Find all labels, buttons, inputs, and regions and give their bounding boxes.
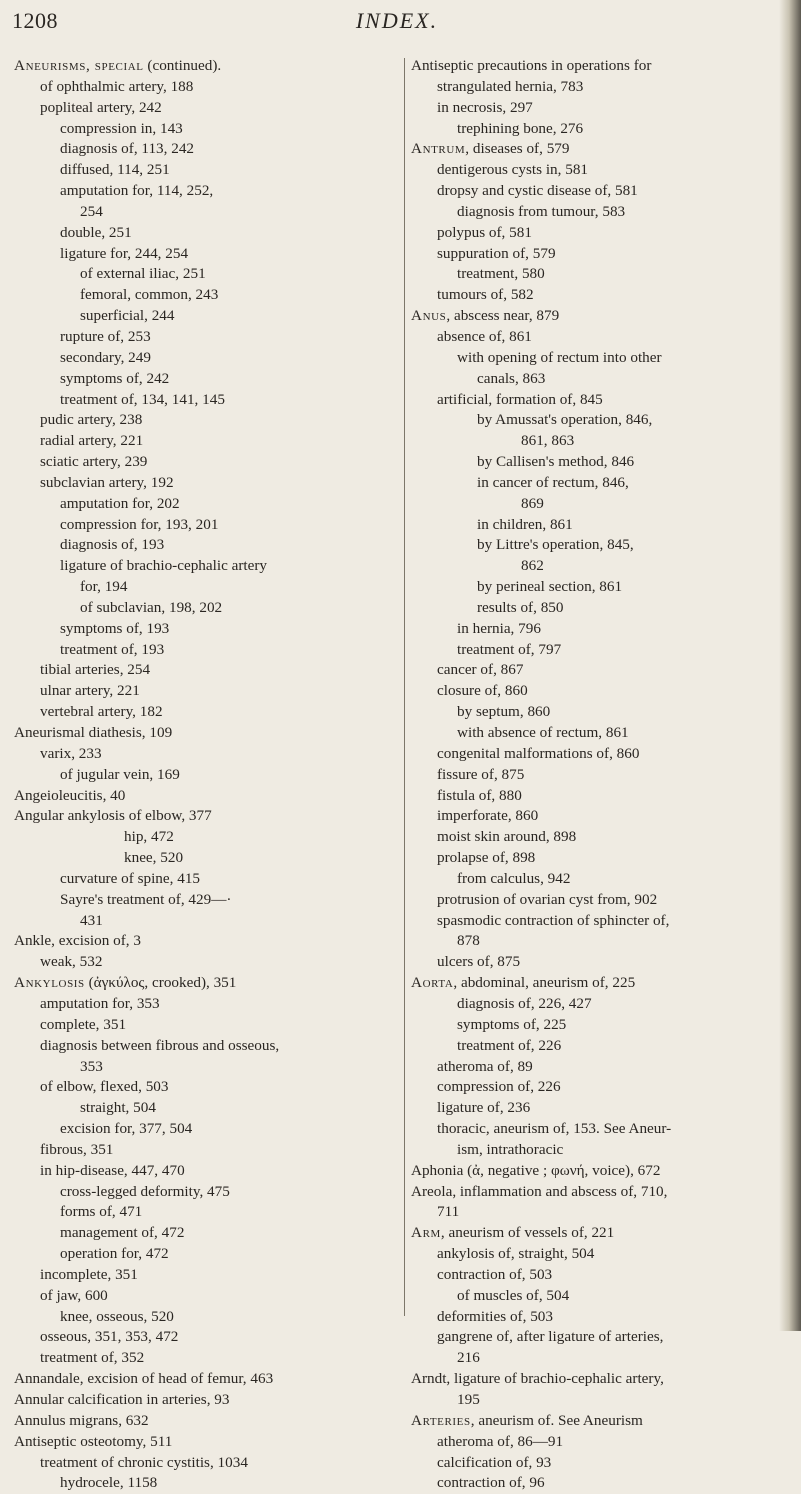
index-entry-text: amputation for, 202	[60, 494, 180, 512]
index-entry	[14, 494, 402, 515]
index-entry-text: diagnosis of, 193	[60, 536, 165, 554]
index-entry-text: Arndt, ligature of brachio-cephalic artery,	[411, 1370, 664, 1388]
index-entry	[411, 765, 791, 786]
index-entry	[411, 1036, 791, 1057]
index-entry	[411, 244, 791, 265]
index-entry-text: contraction of, 96	[437, 1474, 545, 1492]
index-entry	[14, 744, 402, 765]
index-entry	[14, 1098, 402, 1119]
index-entry-text: treatment of, 797	[457, 640, 562, 658]
index-entry	[14, 1140, 402, 1161]
index-entry-text: radial artery, 221	[40, 432, 144, 450]
index-entry-text: of ophthalmic artery, 188	[40, 77, 194, 95]
index-entry	[14, 390, 402, 411]
index-entry	[14, 98, 402, 119]
index-entry-text: trephining bone, 276	[457, 119, 584, 137]
index-entry	[411, 223, 791, 244]
index-entry	[411, 515, 791, 536]
index-entry	[411, 1057, 791, 1078]
index-entry	[14, 244, 402, 265]
index-entry-text: , diseases of, 579	[465, 140, 570, 158]
index-entry-text: with absence of rectum, 861	[457, 724, 629, 741]
index-heading: Ankylosis	[14, 974, 85, 992]
index-entry	[411, 848, 791, 869]
index-entry-text: diagnosis between fibrous and osseous,	[40, 1036, 280, 1054]
index-entry	[14, 869, 402, 890]
index-entry	[14, 931, 402, 952]
index-entry-text: Annular calcification in arteries, 93	[14, 1391, 230, 1408]
index-column-left	[14, 56, 402, 1494]
index-entry-text: dentigerous cysts in, 581	[437, 161, 589, 179]
index-entry	[411, 160, 791, 181]
index-entry-text: symptoms of, 242	[60, 369, 170, 387]
index-entry	[14, 1077, 402, 1098]
index-entry-text: treatment of chronic cystitis, 1034	[40, 1453, 248, 1471]
index-entry-text: 353	[80, 1057, 103, 1075]
index-entry-text: ligature of, 236	[437, 1099, 531, 1117]
index-entry	[14, 723, 402, 744]
index-entry-text: diagnosis of, 226, 427	[457, 994, 592, 1012]
index-entry	[411, 1369, 791, 1390]
index-entry	[411, 306, 791, 327]
index-entry	[411, 535, 791, 556]
index-entry	[14, 348, 402, 369]
index-entry	[14, 681, 402, 702]
index-entry-text: fistula of, 880	[437, 786, 522, 804]
index-entry-text: by Littre's operation, 845,	[477, 536, 634, 554]
index-entry-text: 861, 863	[521, 432, 575, 450]
index-entry	[411, 1098, 791, 1119]
index-entry	[14, 1119, 402, 1140]
index-entry-text: ligature for, 244, 254	[60, 244, 189, 262]
index-entry-text: hydrocele, 1158	[60, 1474, 158, 1492]
index-entry	[14, 160, 402, 181]
index-entry	[14, 327, 402, 348]
index-entry	[411, 473, 791, 494]
index-entry-text: symptoms of, 193	[60, 619, 170, 637]
index-entry	[14, 1473, 402, 1494]
index-entry	[411, 1265, 791, 1286]
column-divider	[404, 58, 405, 1316]
index-entry-text: hip, 472	[124, 828, 174, 846]
index-entry	[411, 1161, 791, 1182]
index-entry	[14, 77, 402, 98]
index-entry-text: forms of, 471	[60, 1203, 143, 1221]
index-entry-text: sciatic artery, 239	[40, 453, 148, 471]
index-entry-text: (ἀγκύλος, crooked), 351	[84, 974, 237, 992]
index-entry	[14, 202, 402, 223]
index-entry	[411, 1140, 791, 1161]
index-entry-text: treatment of, 193	[60, 640, 165, 658]
index-entry	[14, 1057, 402, 1078]
index-entry	[411, 327, 791, 348]
index-entry-text: compression for, 193, 201	[60, 515, 219, 533]
index-entry-text: compression in, 143	[60, 119, 183, 137]
index-entry-text: protrusion of ovarian cyst from, 902	[437, 890, 658, 908]
index-entry	[14, 786, 402, 807]
index-heading: Arm	[411, 1224, 441, 1242]
index-entry-text: gangrene of, after ligature of arteries,	[437, 1328, 664, 1346]
index-entry	[14, 598, 402, 619]
index-heading: Anus	[411, 307, 447, 325]
index-entry-text: by Amussat's operation, 846,	[477, 411, 653, 429]
index-entry	[14, 890, 402, 911]
index-entry	[14, 264, 402, 285]
index-entry	[411, 1015, 791, 1036]
index-entry-text: ism, intrathoracic	[457, 1140, 564, 1158]
index-entry	[411, 640, 791, 661]
index-entry	[411, 806, 791, 827]
index-entry-text: femoral, common, 243	[80, 286, 219, 304]
index-entry	[411, 390, 791, 411]
index-entry-text: diffused, 114, 251	[60, 161, 170, 179]
index-entry	[14, 1411, 402, 1432]
index-entry	[14, 952, 402, 973]
index-entry	[14, 139, 402, 160]
index-entry-text: Aneurismal diathesis, 109	[14, 724, 173, 741]
index-entry	[14, 306, 402, 327]
index-entry	[411, 1244, 791, 1265]
index-entry-text: in children, 861	[477, 515, 573, 533]
index-entry-text: in cancer of rectum, 846,	[477, 473, 629, 491]
index-entry	[14, 806, 402, 827]
index-entry-text: Ankle, excision of, 3	[14, 932, 141, 950]
index-entry-text: cancer of, 867	[437, 661, 524, 679]
index-entry	[14, 119, 402, 140]
index-entry-text: varix, 233	[40, 744, 102, 762]
index-entry-text: suppuration of, 579	[437, 244, 556, 262]
index-entry	[411, 786, 791, 807]
index-entry	[14, 1161, 402, 1182]
index-entry-text: secondary, 249	[60, 348, 151, 366]
index-entry-text: Angular ankylosis of elbow, 377	[14, 807, 212, 825]
index-entry-text: (continued).	[143, 57, 222, 74]
index-entry-text: Areola, inflammation and abscess of, 710,	[411, 1182, 668, 1200]
index-entry	[411, 702, 791, 723]
index-entry-text: complete, 351	[40, 1015, 127, 1033]
index-entry-text: compression of, 226	[437, 1078, 561, 1096]
index-entry	[14, 556, 402, 577]
index-entry	[14, 1369, 402, 1390]
index-entry-text: of jugular vein, 169	[60, 765, 180, 783]
index-entry-text: canals, 863	[477, 369, 546, 387]
index-entry	[411, 723, 791, 744]
index-entry-text: dropsy and cystic disease of, 581	[437, 182, 638, 200]
index-entry-text: popliteal artery, 242	[40, 98, 162, 116]
index-entry-text: strangulated hernia, 783	[437, 77, 584, 95]
index-entry-text: treatment of, 134, 141, 145	[60, 390, 225, 408]
index-entry	[411, 577, 791, 598]
index-entry-text: straight, 504	[80, 1099, 156, 1117]
index-entry-text: ankylosis of, straight, 504	[437, 1245, 595, 1263]
index-entry-text: by septum, 860	[457, 703, 551, 721]
index-entry	[411, 1473, 791, 1494]
index-entry-text: closure of, 860	[437, 682, 528, 700]
index-entry-text: , aneurism of. See Aneurism	[470, 1411, 643, 1429]
index-entry-text: of jaw, 600	[40, 1286, 108, 1304]
index-entry-text: osseous, 351, 353, 472	[40, 1328, 179, 1346]
index-entry	[411, 1453, 791, 1474]
index-entry	[14, 1390, 402, 1411]
index-entry	[411, 77, 791, 98]
index-entry	[411, 98, 791, 119]
index-entry	[411, 181, 791, 202]
index-entry-text: amputation for, 114, 252,	[60, 182, 214, 200]
index-entry-text: moist skin around, 898	[437, 828, 577, 846]
index-entry	[14, 410, 402, 431]
index-entry	[14, 848, 402, 869]
index-entry-text: thoracic, aneurism of, 153. See Aneur-	[437, 1120, 672, 1138]
index-entry-text: 254	[80, 202, 103, 220]
page-header	[12, 8, 782, 48]
index-entry	[411, 911, 791, 932]
index-entry-text: absence of, 861	[437, 327, 532, 345]
index-entry-text: spasmodic contraction of sphincter of,	[437, 911, 670, 929]
index-heading: Antrum	[411, 140, 466, 158]
index-entry-text: operation for, 472	[60, 1245, 169, 1263]
index-entry-text: contraction of, 503	[437, 1265, 553, 1283]
index-entry-text: curvature of spine, 415	[60, 869, 201, 887]
index-entry	[14, 535, 402, 556]
index-entry	[14, 702, 402, 723]
index-entry-text: 431	[80, 911, 103, 929]
index-entry-text: prolapse of, 898	[437, 849, 536, 867]
index-entry-text: of external iliac, 251	[80, 265, 206, 283]
index-entry-text: incomplete, 351	[40, 1265, 138, 1283]
index-heading: Aneurisms, special	[14, 57, 144, 74]
index-entry-text: 711	[437, 1203, 460, 1221]
index-entry-text: 195	[457, 1391, 480, 1408]
index-entry	[411, 973, 791, 994]
index-entry-text: artificial, formation of, 845	[437, 390, 603, 408]
index-entry	[411, 264, 791, 285]
index-column-right	[411, 56, 791, 1494]
index-entry	[14, 1244, 402, 1265]
index-entry-text: congenital malformations of, 860	[437, 744, 640, 762]
index-entry-text: imperforate, 860	[437, 807, 539, 825]
index-entry-text: fibrous, 351	[40, 1140, 114, 1158]
index-entry	[411, 1223, 791, 1244]
index-entry	[411, 1077, 791, 1098]
index-entry-text: treatment of, 226	[457, 1036, 562, 1054]
index-entry	[411, 994, 791, 1015]
index-entry	[411, 1411, 791, 1432]
index-entry	[411, 1202, 791, 1223]
index-entry	[411, 1182, 791, 1203]
index-entry	[14, 515, 402, 536]
index-entry-text: subclavian artery, 192	[40, 473, 174, 491]
index-entry	[411, 598, 791, 619]
index-entry	[14, 56, 402, 77]
index-entry	[411, 1119, 791, 1140]
index-entry-text: rupture of, 253	[60, 327, 151, 345]
index-entry	[14, 473, 402, 494]
index-entry	[411, 1286, 791, 1307]
index-entry-text: , abdominal, aneurism of, 225	[453, 974, 636, 992]
index-entry	[411, 890, 791, 911]
index-entry-text: of subclavian, 198, 202	[80, 598, 223, 616]
index-entry-text: pudic artery, 238	[40, 411, 143, 429]
index-entry-text: Antiseptic osteotomy, 511	[14, 1432, 173, 1450]
index-entry-text: , abscess near, 879	[446, 307, 560, 325]
index-entry	[411, 452, 791, 473]
index-entry-text: by Callisen's method, 846	[477, 453, 635, 471]
index-entry-text: atheroma of, 86—91	[437, 1432, 564, 1450]
index-entry	[14, 431, 402, 452]
index-entry-text: excision for, 377, 504	[60, 1120, 193, 1138]
index-entry	[14, 577, 402, 598]
index-entry-text: from calculus, 942	[457, 869, 571, 887]
index-entry	[14, 1286, 402, 1307]
index-entry	[411, 56, 791, 77]
index-entry	[14, 223, 402, 244]
index-entry-text: in necrosis, 297	[437, 98, 533, 116]
index-entry	[14, 827, 402, 848]
index-entry-text: 878	[457, 932, 480, 950]
index-entry-text: knee, 520	[124, 849, 184, 867]
page-number: 1208	[12, 8, 58, 33]
index-entry-text: tumours of, 582	[437, 286, 534, 304]
index-entry-text: diagnosis of, 113, 242	[60, 140, 195, 158]
index-entry-text: symptoms of, 225	[457, 1015, 567, 1033]
index-entry	[14, 1223, 402, 1244]
index-entry	[411, 1432, 791, 1453]
index-entry	[14, 452, 402, 473]
index-entry-text: atheroma of, 89	[437, 1057, 533, 1075]
index-entry-text: by perineal section, 861	[477, 578, 623, 596]
index-entry	[411, 619, 791, 640]
index-entry	[411, 202, 791, 223]
index-entry-text: knee, osseous, 520	[60, 1307, 174, 1325]
index-entry	[14, 1202, 402, 1223]
index-entry	[411, 1307, 791, 1328]
index-entry-text: in hip-disease, 447, 470	[40, 1161, 185, 1179]
index-entry-text: Annulus migrans, 632	[14, 1411, 149, 1429]
index-entry	[411, 285, 791, 306]
index-entry	[14, 994, 402, 1015]
index-entry-text: polypus of, 581	[437, 223, 532, 241]
index-entry-text: fissure of, 875	[437, 765, 525, 783]
index-entry	[14, 1453, 402, 1474]
index-entry	[411, 1348, 791, 1369]
index-entry	[14, 640, 402, 661]
index-heading: Aorta	[411, 974, 454, 992]
index-entry	[14, 660, 402, 681]
index-entry	[14, 1307, 402, 1328]
index-entry	[411, 1390, 791, 1411]
index-entry-text: ulcers of, 875	[437, 953, 521, 971]
index-entry-text: amputation for, 353	[40, 994, 160, 1012]
index-entry	[411, 952, 791, 973]
index-entry-text: superficial, 244	[80, 307, 175, 325]
index-entry-text: double, 251	[60, 223, 132, 241]
index-entry-text: Sayre's treatment of, 429—·	[60, 890, 232, 908]
index-entry-text: management of, 472	[60, 1224, 185, 1242]
index-entry	[14, 369, 402, 390]
index-heading: Arteries	[411, 1411, 471, 1429]
index-entry-text: deformities of, 503	[437, 1307, 553, 1325]
index-entry	[14, 619, 402, 640]
index-entry	[411, 494, 791, 515]
index-entry-text: diagnosis from tumour, 583	[457, 202, 626, 220]
index-entry-text: Antiseptic precautions in operations for	[411, 57, 652, 74]
index-entry	[411, 431, 791, 452]
index-entry-text: ligature of brachio-cephalic artery	[60, 557, 268, 575]
index-entry	[14, 765, 402, 786]
index-entry-text: cross-legged deformity, 475	[60, 1182, 230, 1200]
index-entry	[411, 556, 791, 577]
index-entry-text: for, 194	[80, 578, 128, 596]
index-entry	[14, 181, 402, 202]
index-entry	[411, 931, 791, 952]
index-entry	[14, 285, 402, 306]
index-entry	[411, 827, 791, 848]
index-entry-text: of muscles of, 504	[457, 1286, 570, 1304]
index-entry-text: 862	[521, 557, 544, 575]
index-entry	[411, 410, 791, 431]
index-entry	[14, 1182, 402, 1203]
index-entry-text: Angeioleucitis, 40	[14, 786, 126, 804]
index-entry-text: 869	[521, 494, 544, 512]
index-entry-text: Annandale, excision of head of femur, 463	[14, 1370, 274, 1388]
index-entry-text: with opening of rectum into other	[457, 348, 662, 366]
index-entry-text: vertebral artery, 182	[40, 703, 163, 721]
index-entry-text: 216	[457, 1349, 480, 1367]
index-entry	[14, 1432, 402, 1453]
index-entry	[14, 1036, 402, 1057]
index-entry	[411, 681, 791, 702]
index-entry	[411, 869, 791, 890]
index-entry-text: tibial arteries, 254	[40, 661, 151, 679]
index-entry-text: results of, 850	[477, 598, 564, 616]
index-entry-text: of elbow, flexed, 503	[40, 1078, 169, 1096]
index-entry-text: treatment of, 352	[40, 1349, 145, 1367]
running-title: INDEX.	[355, 8, 439, 33]
index-entry-text: in hernia, 796	[457, 619, 541, 637]
index-entry	[14, 911, 402, 932]
index-entry-text: calcification of, 93	[437, 1453, 552, 1471]
index-entry-text: Aphonia (ἀ, negative ; φωνή, voice), 672	[411, 1161, 661, 1179]
index-entry-text: treatment, 580	[457, 265, 545, 283]
index-entry	[14, 973, 402, 994]
index-entry	[411, 348, 791, 369]
index-entry-text: , aneurism of vessels of, 221	[440, 1224, 615, 1242]
index-entry	[411, 119, 791, 140]
index-entry	[14, 1265, 402, 1286]
index-entry	[411, 744, 791, 765]
index-entry	[14, 1015, 402, 1036]
index-entry	[411, 139, 791, 160]
index-entry-text: weak, 532	[40, 953, 103, 971]
index-entry	[411, 660, 791, 681]
index-entry	[411, 369, 791, 390]
index-entry	[14, 1348, 402, 1369]
index-entry-text: ulnar artery, 221	[40, 682, 140, 700]
